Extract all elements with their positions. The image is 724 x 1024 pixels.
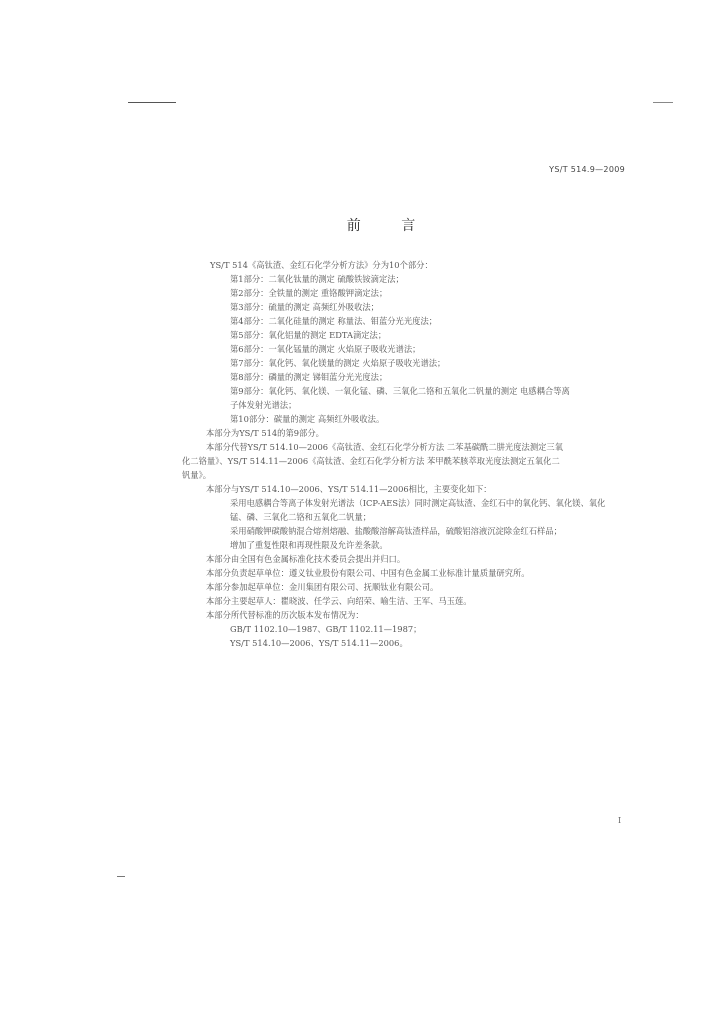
doc-number: YS/T 514.9—2009 — [549, 165, 625, 174]
foreword-line: 锰、磷、三氧化二铬和五氧化二钒量； — [230, 512, 372, 522]
foreword-line: 本部分由全国有色金属标准化技术委员会提出并归口。 — [206, 554, 406, 564]
foreword-line: 本部分负责起草单位：遵义钛业股份有限公司、中国有色金属工业标准计量质量研究所。 — [206, 568, 530, 578]
foreword-line: 第6部分：一氧化锰量的测定 火焰原子吸收光谱法； — [230, 344, 421, 354]
foreword-line: 采用硝酸钾碳酸钠混合熔剂熔融、盐酸酸溶解高钛渣样品，硫酸铝溶液沉淀除金红石样品； — [230, 526, 562, 536]
foreword-line: 增加了重复性限和再现性限及允许差条款。 — [230, 540, 388, 550]
foreword-line: 第10部分：碳量的测定 高频红外吸收法。 — [230, 414, 385, 424]
foreword-line: 第4部分：二氧化硅量的测定 称量法、钼蓝分光光度法； — [230, 316, 438, 326]
foreword-line: GB/T 1102.10—1987、GB/T 1102.11—1987； — [230, 624, 422, 634]
foreword-line: 化二铬量》、YS/T 514.11—2006《高钛渣、金红石化学分析方法 苯甲酰苯胲萃取光度法测定五氧化二 — [182, 456, 560, 466]
foreword-line: 本部分为YS/T 514的第9部分。 — [206, 428, 324, 438]
foreword-line: 第7部分：氧化钙、氧化镁量的测定 火焰原子吸收光谱法； — [230, 358, 446, 368]
bottom-left-mark — [117, 876, 125, 877]
foreword-line: 本部分主要起草人：瞿晓波、任学云、向绍荣、喻生洁、王军、马玉莲。 — [206, 596, 472, 606]
foreword-line: 第2部分：全铁量的测定 重铬酸钾滴定法； — [230, 288, 388, 298]
foreword-line: 钒量》。 — [182, 470, 212, 480]
top-left-rule — [128, 102, 176, 103]
foreword-line: 本部分所代替标准的历次版本发布情况为： — [206, 610, 364, 620]
foreword-line: 本部分参加起草单位：金川集团有限公司、抚顺钛业有限公司。 — [206, 582, 439, 592]
foreword-line: 本部分与YS/T 514.10—2006、YS/T 514.11—2006相比，主要变化如下： — [206, 484, 492, 494]
foreword-line: 第1部分：二氧化钛量的测定 硫酸铁铵滴定法； — [230, 274, 404, 284]
page-title: 前 言 — [346, 218, 434, 234]
foreword-line: 第9部分：氧化钙、氧化镁、一氧化锰、磷、三氧化二铬和五氧化二钒量的测定 电感耦合等离 — [230, 386, 570, 396]
foreword-line: 子体发射光谱法； — [230, 400, 297, 410]
foreword-line: YS/T 514.10—2006、YS/T 514.11—2006。 — [230, 638, 408, 648]
page-number: I — [618, 816, 622, 825]
foreword-line: 本部分代替YS/T 514.10—2006《高钛渣、金红石化学分析方法 二苯基碳酰二肼光度法测定三氧 — [206, 442, 564, 452]
foreword-line: 采用电感耦合等离子体发射光谱法（ICP-AES法）同时测定高钛渣、金红石中的氧化钙、氧化镁、氧化 — [230, 498, 606, 508]
top-right-rule — [653, 102, 673, 103]
foreword-line: YS/T 514《高钛渣、金红石化学分析方法》分为10个部分： — [210, 260, 433, 270]
foreword-body — [182, 258, 627, 650]
foreword-line: 第5部分：氧化铝量的测定 EDTA滴定法； — [230, 330, 387, 340]
foreword-line: 第8部分：磷量的测定 锑钼蓝分光光度法； — [230, 372, 388, 382]
foreword-line: 第3部分：硫量的测定 高频红外吸收法； — [230, 302, 379, 312]
